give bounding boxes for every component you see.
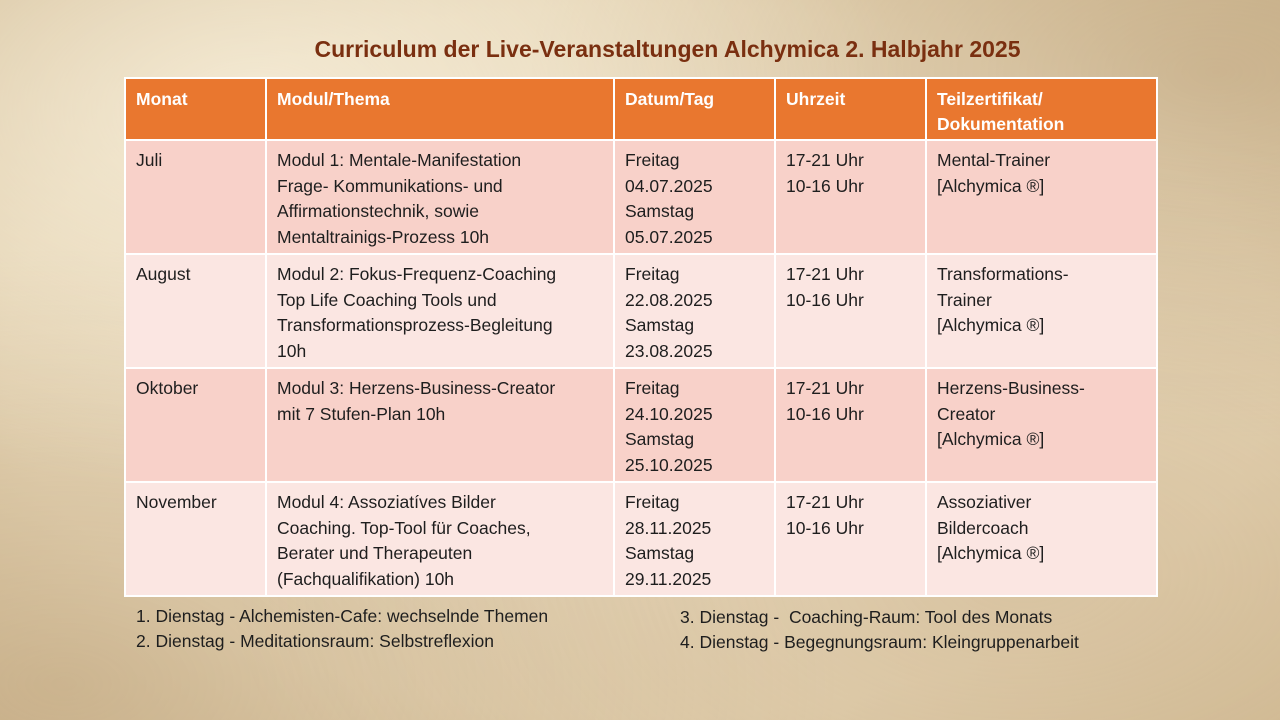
certificate-line: Creator: [937, 403, 996, 424]
date-line: 24.10.2025: [625, 403, 713, 424]
footnote-item: 3. Dienstag - Coaching-Raum: Tool des Monats: [680, 607, 1053, 627]
footnote-item: 1. Dienstag - Alchemisten-Cafe: wechselnde Themen: [136, 606, 549, 626]
cell-certificate: [926, 254, 1157, 368]
module-line: Modul 4: Assoziatíves Bilder: [277, 492, 496, 512]
header-time: Uhrzeit: [775, 78, 926, 140]
certificate-line: Herzens-Business-: [937, 378, 1085, 398]
cell-dates: [614, 254, 775, 368]
cell-certificate: [926, 482, 1157, 596]
cell-times: [775, 254, 926, 368]
cell-certificate: [926, 140, 1157, 254]
date-line: 23.08.2025: [625, 340, 713, 361]
header-certificate-line: Teilzertifikat/: [937, 89, 1043, 109]
module-line: Berater und Therapeuten: [277, 543, 473, 563]
date-line: 25.10.2025: [625, 454, 713, 475]
date-line: Samstag: [625, 429, 695, 449]
cell-month: November: [125, 482, 266, 596]
certificate-line: Trainer: [937, 289, 992, 310]
certificate-line: [Alchymica ®]: [937, 429, 1045, 449]
module-line: Coaching. Top-Tool für Coaches,: [277, 517, 531, 538]
module-line: Top Life Coaching Tools und: [277, 289, 497, 310]
date-line: Freitag: [625, 264, 680, 284]
module-line: Mentaltrainigs-Prozess 10h: [277, 226, 490, 247]
header-certificate-line: Dokumentation: [937, 114, 1065, 134]
cell-module: [266, 482, 614, 596]
certificate-line: Bildercoach: [937, 517, 1029, 538]
date-line: Freitag: [625, 378, 680, 398]
date-line: 28.11.2025: [625, 517, 712, 538]
date-line: 04.07.2025: [625, 175, 713, 196]
date-line: 29.11.2025: [625, 568, 712, 589]
module-line: Transformationsprozess-Begleitung: [277, 315, 553, 335]
cell-month: Oktober: [125, 368, 266, 482]
date-line: 05.07.2025: [625, 226, 713, 247]
cell-module: [266, 140, 614, 254]
cell-month: Juli: [125, 140, 266, 254]
date-line: Samstag: [625, 543, 695, 563]
header-month: Monat: [125, 78, 266, 140]
cell-times: [775, 368, 926, 482]
certificate-line: Transformations-: [937, 264, 1069, 284]
certificate-line: Assoziativer: [937, 492, 1032, 512]
time-line: 17-21 Uhr: [786, 378, 864, 398]
date-line: Freitag: [625, 492, 680, 512]
footnote-item: 4. Dienstag - Begegnungsraum: Kleingruppenarbeit: [680, 632, 1079, 652]
table-row: [125, 482, 1157, 596]
table-row: [125, 254, 1157, 368]
date-line: Freitag: [625, 150, 680, 170]
table-header-row: [125, 78, 1157, 140]
cell-month: August: [125, 254, 266, 368]
cell-times: [775, 482, 926, 596]
module-line: mit 7 Stufen-Plan 10h: [277, 403, 446, 424]
cell-dates: [614, 140, 775, 254]
module-line: Frage- Kommunikations- und: [277, 175, 503, 196]
date-line: Samstag: [625, 315, 695, 335]
curriculum-table: [124, 77, 1158, 597]
module-line: Modul 1: Mentale-Manifestation: [277, 150, 522, 170]
page-title: Curriculum der Live-Veranstaltungen Alchymica 2. Halbjahr 2025: [314, 36, 1021, 62]
cell-module: [266, 368, 614, 482]
time-line: 10-16 Uhr: [786, 517, 864, 538]
time-line: 10-16 Uhr: [786, 289, 864, 310]
time-line: 17-21 Uhr: [786, 264, 864, 284]
table-row: [125, 368, 1157, 482]
header-module: Modul/Thema: [266, 78, 614, 140]
header-date: Datum/Tag: [614, 78, 775, 140]
module-line: (Fachqualifikation) 10h: [277, 568, 455, 589]
time-line: 17-21 Uhr: [786, 150, 864, 170]
module-line: Modul 3: Herzens-Business-Creator: [277, 378, 556, 398]
certificate-line: Mental-Trainer: [937, 150, 1051, 170]
cell-dates: [614, 482, 775, 596]
certificate-line: [Alchymica ®]: [937, 315, 1045, 335]
certificate-line: [Alchymica ®]: [937, 175, 1045, 196]
module-line: Affirmationstechnik, sowie: [277, 201, 479, 221]
footnote-item: 2. Dienstag - Meditationsraum: Selbstreflexion: [136, 631, 494, 651]
module-line: 10h: [277, 340, 307, 361]
header-certificate: [926, 78, 1157, 140]
date-line: 22.08.2025: [625, 289, 713, 310]
footnotes-right: [680, 605, 1079, 655]
time-line: 10-16 Uhr: [786, 175, 864, 196]
certificate-line: [Alchymica ®]: [937, 543, 1045, 563]
time-line: 10-16 Uhr: [786, 403, 864, 424]
cell-times: [775, 140, 926, 254]
date-line: Samstag: [625, 201, 695, 221]
cell-dates: [614, 368, 775, 482]
footnotes-left: [136, 604, 548, 654]
table-row: [125, 140, 1157, 254]
cell-certificate: [926, 368, 1157, 482]
time-line: 17-21 Uhr: [786, 492, 864, 512]
module-line: Modul 2: Fokus-Frequenz-Coaching: [277, 264, 557, 284]
cell-module: [266, 254, 614, 368]
